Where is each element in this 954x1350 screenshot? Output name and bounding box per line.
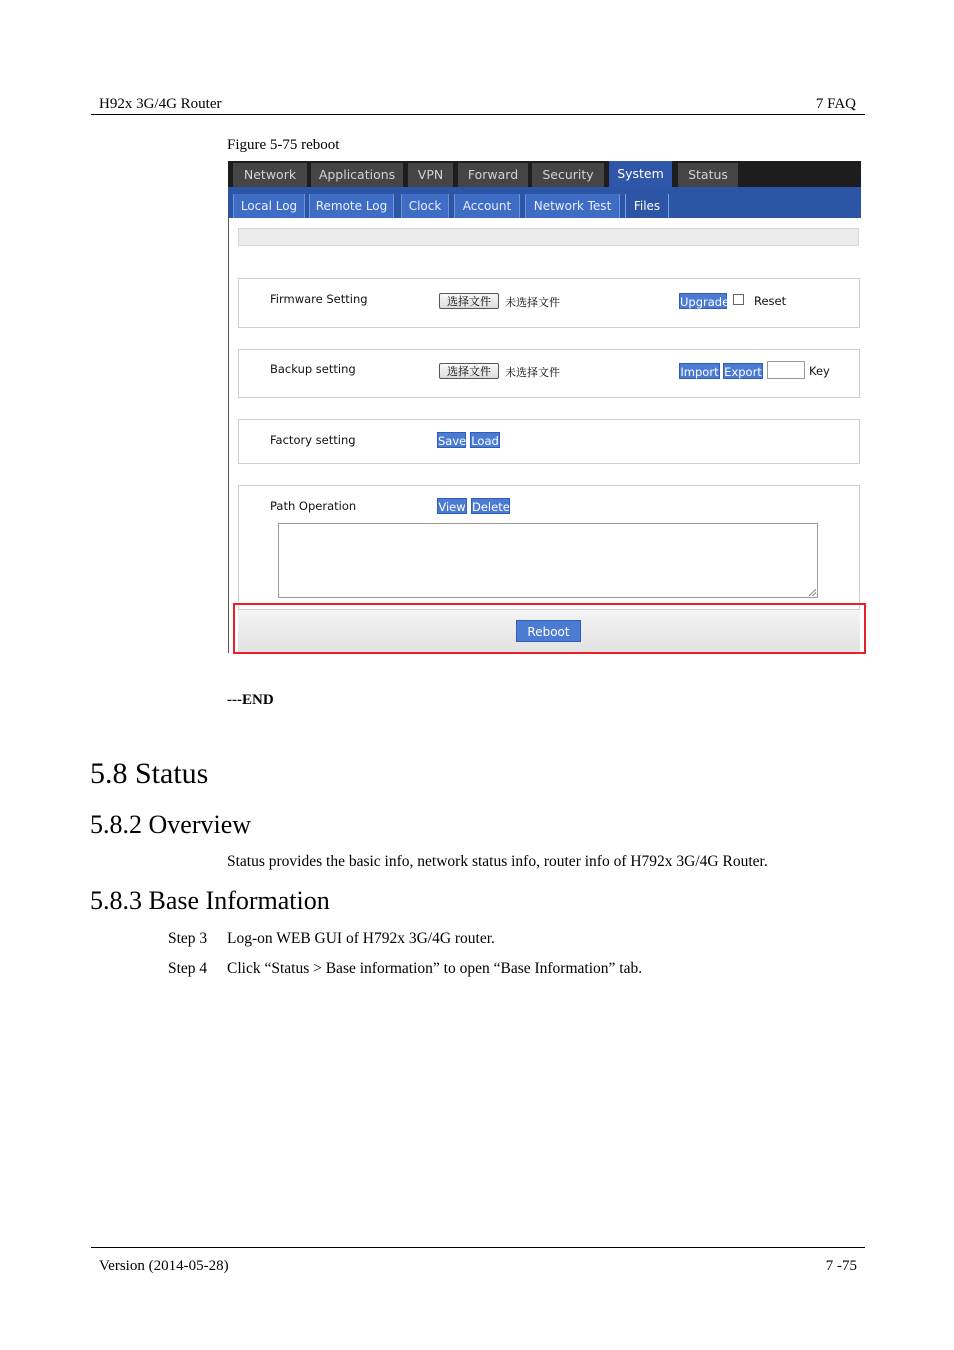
page-header-chapter: 7 FAQ [815,96,856,112]
tab-forward[interactable]: Forward [458,163,528,187]
subtab-remote-log[interactable]: Remote Log [309,194,394,218]
end-marker: ---END [227,692,274,708]
export-button[interactable]: Export [724,365,762,379]
sub-nav-bar [228,187,861,218]
backup-choose-file-button[interactable]: 选择文件 [439,363,499,379]
header-rule [91,114,865,115]
tab-vpn[interactable]: VPN [408,163,453,187]
path-output-textarea[interactable] [278,523,818,598]
subtab-clock[interactable]: Clock [401,194,449,218]
upgrade-button[interactable]: Upgrade [680,295,730,309]
view-button[interactable]: View [438,500,466,514]
step-3-label: Step 3 [168,930,208,947]
reboot-button[interactable]: Reboot [516,620,581,642]
reset-label: Reset [754,294,787,308]
subtab-network-test[interactable]: Network Test [525,194,620,218]
step-4-label: Step 4 [168,960,208,977]
subtab-files[interactable]: Files [625,194,669,218]
footer-version: Version (2014-05-28) [99,1258,229,1274]
content-header-bar [238,228,859,246]
firmware-label: Firmware Setting [270,292,368,306]
section-heading-overview: 5.8.2 Overview [90,810,252,839]
reboot-highlight-box [233,603,866,654]
tab-security[interactable]: Security [532,163,604,187]
key-input[interactable] [767,361,805,379]
subtab-account[interactable]: Account [454,194,520,218]
firmware-choose-file-button[interactable]: 选择文件 [439,293,499,309]
section-heading-status: 5.8 Status [90,757,209,790]
step-3-text: Log-on WEB GUI of H792x 3G/4G router. [227,930,495,947]
load-button[interactable]: Load [471,434,499,448]
tab-system[interactable]: System [609,161,672,187]
footer-rule [91,1247,865,1248]
footer-page-number: 7 -75 [825,1258,857,1274]
reset-checkbox[interactable] [733,294,744,305]
subtab-local-log[interactable]: Local Log [233,194,305,218]
overview-paragraph: Status provides the basic info, network status info, router info of H792x 3G/4G Router. [227,853,768,870]
firmware-no-file-text: 未选择文件 [505,296,560,309]
tab-applications[interactable]: Applications [311,163,403,187]
backup-label: Backup setting [270,362,356,376]
page-header-title: H92x 3G/4G Router [99,96,222,112]
router-screenshot [228,161,861,653]
path-label: Path Operation [270,499,357,513]
section-heading-base-information: 5.8.3 Base Information [90,886,330,915]
tab-status[interactable]: Status [678,163,738,187]
backup-no-file-text: 未选择文件 [505,366,560,379]
figure-caption: Figure 5-75 reboot [227,137,340,153]
tab-network[interactable]: Network [233,163,307,187]
key-label: Key [809,364,830,378]
import-button[interactable]: Import [680,365,719,379]
resize-handle-icon[interactable] [809,589,816,596]
save-button[interactable]: Save [438,434,467,448]
step-4-text: Click “Status > Base information” to open “Base Information” tab. [227,960,643,977]
top-nav-bar [228,161,861,187]
frame-edge [228,218,229,653]
delete-button[interactable]: Delete [472,500,510,514]
factory-label: Factory setting [270,433,356,447]
